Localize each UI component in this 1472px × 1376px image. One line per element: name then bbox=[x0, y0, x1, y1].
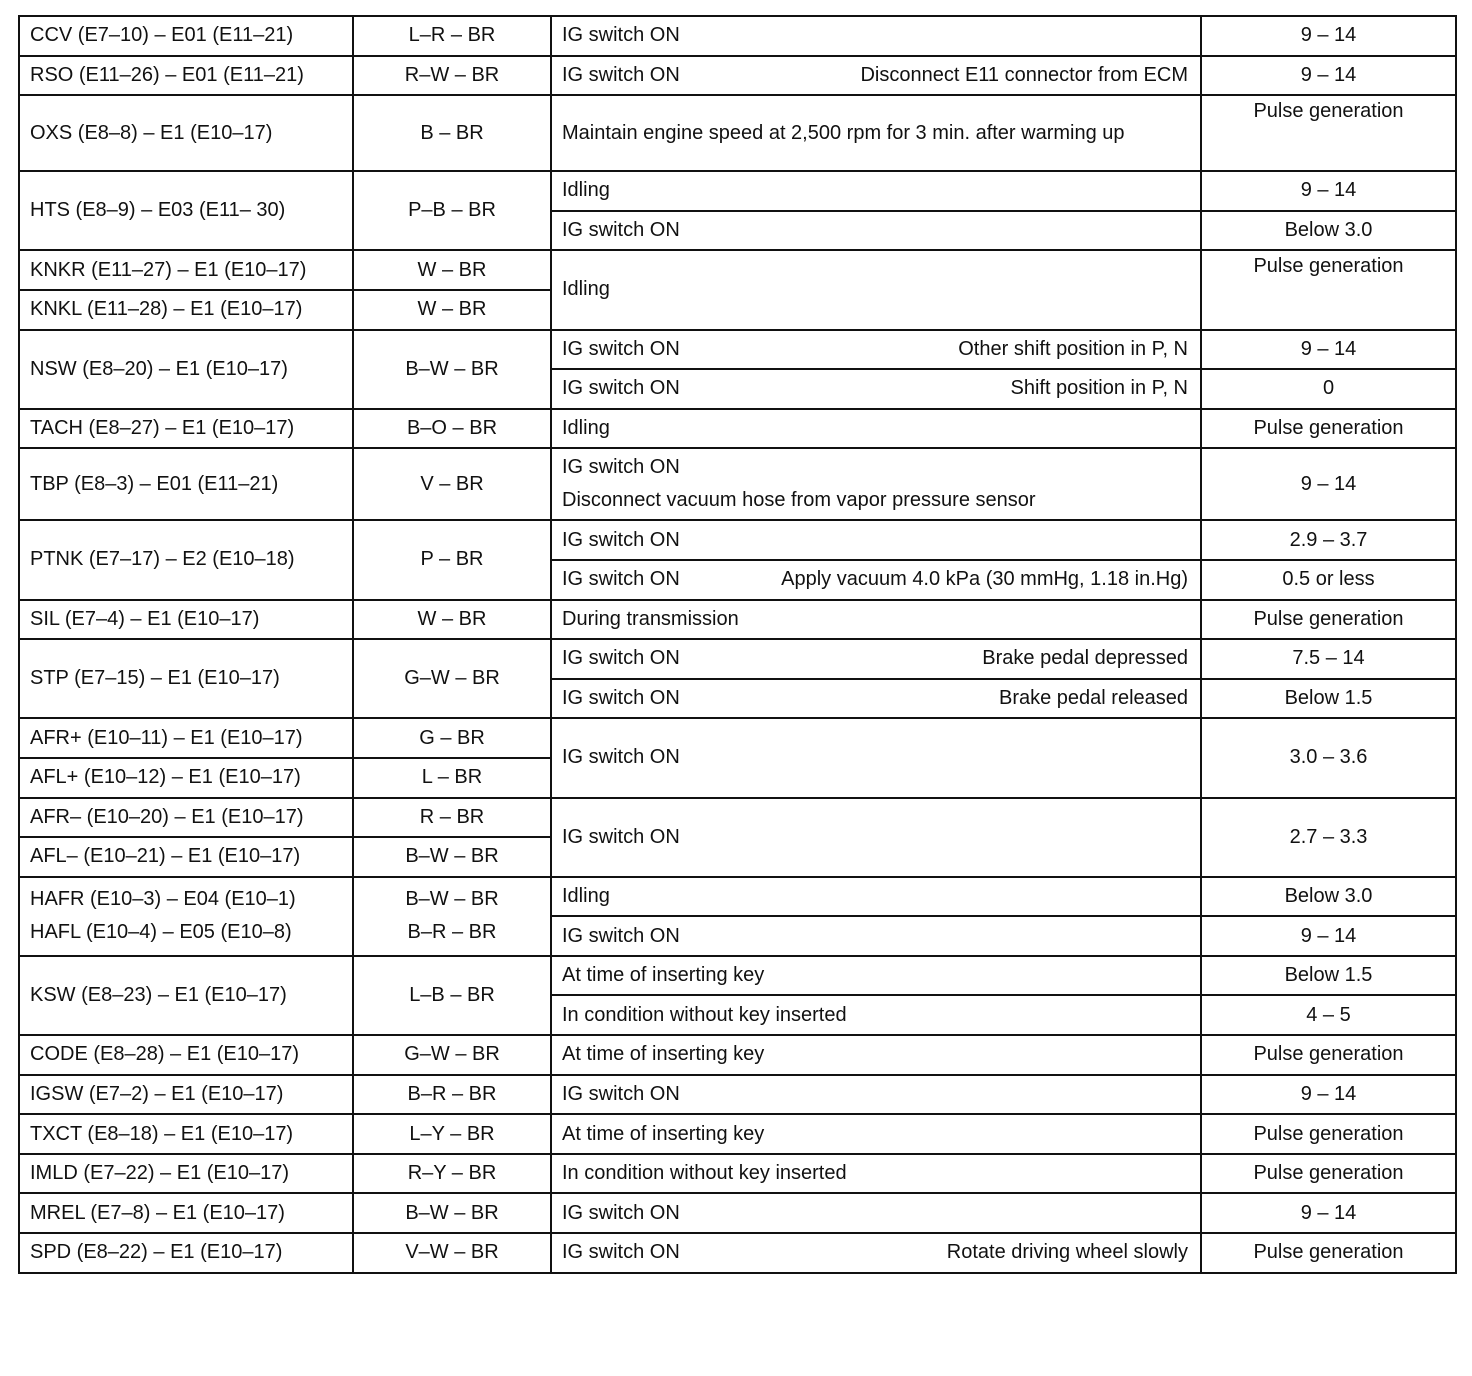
wiring-color-cell: L–Y – BR bbox=[353, 1114, 551, 1154]
condition-cell bbox=[551, 639, 1201, 679]
terminal-cell: OXS (E8–8) – E1 (E10–17) bbox=[19, 95, 353, 171]
table-row bbox=[19, 95, 1456, 171]
table-row bbox=[19, 409, 1456, 449]
table-row bbox=[19, 16, 1456, 56]
wiring-color-cell: L–R – BR bbox=[353, 16, 551, 56]
table-row bbox=[19, 1193, 1456, 1233]
terminal-cell: MREL (E7–8) – E1 (E10–17) bbox=[19, 1193, 353, 1233]
terminal-cell: SIL (E7–4) – E1 (E10–17) bbox=[19, 600, 353, 640]
condition-text-line2: Disconnect vacuum hose from vapor pressure sensor bbox=[562, 489, 1036, 512]
wiring-line1: B–W – BR bbox=[405, 888, 499, 911]
condition-note: Brake pedal released bbox=[998, 687, 1188, 710]
wiring-color-cell: W – BR bbox=[353, 290, 551, 330]
table-row bbox=[19, 171, 1456, 211]
condition-text: IG switch ON bbox=[562, 1241, 680, 1264]
terminal-cell: HTS (E8–9) – E03 (E11– 30) bbox=[19, 171, 353, 250]
condition-note: Rotate driving wheel slowly bbox=[946, 1241, 1188, 1264]
table-row bbox=[19, 956, 1456, 996]
terminal-cell: AFR+ (E10–11) – E1 (E10–17) bbox=[19, 718, 353, 758]
condition-cell: IG switch ON bbox=[551, 1075, 1201, 1115]
wiring-color-cell: G–W – BR bbox=[353, 1035, 551, 1075]
terminal-cell: STP (E7–15) – E1 (E10–17) bbox=[19, 639, 353, 718]
table-row bbox=[19, 600, 1456, 640]
wiring-color-cell: B–O – BR bbox=[353, 409, 551, 449]
spec-cell: 9 – 14 bbox=[1201, 1075, 1456, 1115]
terminal-cell: AFL+ (E10–12) – E1 (E10–17) bbox=[19, 758, 353, 798]
spec-cell: 9 – 14 bbox=[1201, 1193, 1456, 1233]
wiring-color-cell bbox=[353, 877, 551, 956]
spec-cell: Pulse generation bbox=[1201, 95, 1456, 171]
condition-cell bbox=[551, 560, 1201, 600]
spec-cell: Pulse generation bbox=[1201, 1154, 1456, 1194]
condition-cell bbox=[551, 330, 1201, 370]
spec-cell: Pulse generation bbox=[1201, 1233, 1456, 1273]
condition-cell bbox=[551, 56, 1201, 96]
wiring-color-cell: W – BR bbox=[353, 250, 551, 290]
spec-cell: 2.9 – 3.7 bbox=[1201, 520, 1456, 560]
table-row bbox=[19, 250, 1456, 290]
condition-text: IG switch ON bbox=[562, 377, 680, 400]
terminal-cell: TACH (E8–27) – E1 (E10–17) bbox=[19, 409, 353, 449]
terminal-cell: TXCT (E8–18) – E1 (E10–17) bbox=[19, 1114, 353, 1154]
wiring-color-cell: L – BR bbox=[353, 758, 551, 798]
spec-cell: Below 3.0 bbox=[1201, 877, 1456, 917]
condition-cell bbox=[551, 1233, 1201, 1273]
table-row bbox=[19, 1035, 1456, 1075]
condition-cell bbox=[551, 679, 1201, 719]
condition-cell bbox=[551, 369, 1201, 409]
table-row bbox=[19, 877, 1456, 917]
condition-cell: At time of inserting key bbox=[551, 956, 1201, 996]
condition-note: Shift position in P, N bbox=[1010, 377, 1188, 400]
wiring-color-cell: R–Y – BR bbox=[353, 1154, 551, 1194]
wiring-color-cell: B–W – BR bbox=[353, 330, 551, 409]
terminal-line1: HAFR (E10–3) – E04 (E10–1) bbox=[30, 888, 296, 911]
table-row bbox=[19, 1233, 1456, 1273]
terminal-cell: KNKL (E11–28) – E1 (E10–17) bbox=[19, 290, 353, 330]
spec-cell: Pulse generation bbox=[1201, 600, 1456, 640]
spec-cell: 9 – 14 bbox=[1201, 916, 1456, 956]
condition-text: IG switch ON bbox=[562, 687, 680, 710]
terminal-cell: AFL– (E10–21) – E1 (E10–17) bbox=[19, 837, 353, 877]
terminal-cell: NSW (E8–20) – E1 (E10–17) bbox=[19, 330, 353, 409]
wiring-color-cell: G – BR bbox=[353, 718, 551, 758]
condition-cell: Maintain engine speed at 2,500 rpm for 3 min. after warming up bbox=[551, 95, 1201, 171]
spec-cell: Pulse generation bbox=[1201, 409, 1456, 449]
terminal-line2: HAFL (E10–4) – E05 (E10–8) bbox=[30, 921, 292, 944]
spec-cell: 0.5 or less bbox=[1201, 560, 1456, 600]
wiring-color-cell: R – BR bbox=[353, 798, 551, 838]
wiring-line2: B–R – BR bbox=[407, 921, 497, 944]
wiring-color-cell: V–W – BR bbox=[353, 1233, 551, 1273]
condition-note: Brake pedal depressed bbox=[982, 647, 1188, 670]
terminal-cell: RSO (E11–26) – E01 (E11–21) bbox=[19, 56, 353, 96]
table-row bbox=[19, 798, 1456, 838]
spec-cell: 3.0 – 3.6 bbox=[1201, 718, 1456, 797]
condition-cell bbox=[551, 448, 1201, 520]
spec-cell: 9 – 14 bbox=[1201, 330, 1456, 370]
wiring-color-cell: G–W – BR bbox=[353, 639, 551, 718]
condition-cell: At time of inserting key bbox=[551, 1114, 1201, 1154]
table-row bbox=[19, 718, 1456, 758]
condition-text: IG switch ON bbox=[562, 337, 680, 360]
condition-cell: IG switch ON bbox=[551, 798, 1201, 877]
spec-cell: Pulse generation bbox=[1201, 250, 1456, 329]
table-row bbox=[19, 330, 1456, 370]
spec-cell: 9 – 14 bbox=[1201, 56, 1456, 96]
spec-cell: 9 – 14 bbox=[1201, 448, 1456, 520]
table-row bbox=[19, 1114, 1456, 1154]
condition-cell: IG switch ON bbox=[551, 520, 1201, 560]
terminal-cell: KSW (E8–23) – E1 (E10–17) bbox=[19, 956, 353, 1035]
condition-cell: IG switch ON bbox=[551, 211, 1201, 251]
condition-cell: IG switch ON bbox=[551, 1193, 1201, 1233]
condition-cell: Idling bbox=[551, 877, 1201, 917]
wiring-color-cell: R–W – BR bbox=[353, 56, 551, 96]
table-row bbox=[19, 639, 1456, 679]
terminal-cell: CODE (E8–28) – E1 (E10–17) bbox=[19, 1035, 353, 1075]
wiring-color-cell: B – BR bbox=[353, 95, 551, 171]
wiring-color-cell: L–B – BR bbox=[353, 956, 551, 1035]
condition-cell: IG switch ON bbox=[551, 718, 1201, 797]
terminal-cell: KNKR (E11–27) – E1 (E10–17) bbox=[19, 250, 353, 290]
condition-cell: IG switch ON bbox=[551, 916, 1201, 956]
spec-cell: Below 1.5 bbox=[1201, 679, 1456, 719]
condition-cell: At time of inserting key bbox=[551, 1035, 1201, 1075]
terminal-cell: CCV (E7–10) – E01 (E11–21) bbox=[19, 16, 353, 56]
spec-cell: Pulse generation bbox=[1201, 1035, 1456, 1075]
table-row bbox=[19, 56, 1456, 96]
spec-cell: 7.5 – 14 bbox=[1201, 639, 1456, 679]
spec-cell: 2.7 – 3.3 bbox=[1201, 798, 1456, 877]
condition-note: Other shift position in P, N bbox=[958, 337, 1188, 360]
condition-text: IG switch ON bbox=[562, 63, 680, 86]
wiring-color-cell: P–B – BR bbox=[353, 171, 551, 250]
spec-cell: 4 – 5 bbox=[1201, 995, 1456, 1035]
condition-cell: Idling bbox=[551, 409, 1201, 449]
terminal-cell: PTNK (E7–17) – E2 (E10–18) bbox=[19, 520, 353, 599]
ecm-terminal-table bbox=[18, 15, 1457, 1274]
terminal-cell: AFR– (E10–20) – E1 (E10–17) bbox=[19, 798, 353, 838]
wiring-color-cell: B–R – BR bbox=[353, 1075, 551, 1115]
table-row bbox=[19, 448, 1456, 520]
wiring-color-cell: B–W – BR bbox=[353, 1193, 551, 1233]
spec-cell: 9 – 14 bbox=[1201, 16, 1456, 56]
condition-text: IG switch ON bbox=[562, 456, 680, 479]
condition-text: IG switch ON bbox=[562, 647, 680, 670]
table-row bbox=[19, 520, 1456, 560]
terminal-cell: SPD (E8–22) – E1 (E10–17) bbox=[19, 1233, 353, 1273]
terminal-cell: IMLD (E7–22) – E1 (E10–17) bbox=[19, 1154, 353, 1194]
terminal-cell bbox=[19, 877, 353, 956]
wiring-color-cell: V – BR bbox=[353, 448, 551, 520]
spec-cell: 0 bbox=[1201, 369, 1456, 409]
terminal-cell: IGSW (E7–2) – E1 (E10–17) bbox=[19, 1075, 353, 1115]
condition-note: Disconnect E11 connector from ECM bbox=[860, 63, 1188, 86]
wiring-color-cell: W – BR bbox=[353, 600, 551, 640]
table-row bbox=[19, 1154, 1456, 1194]
condition-cell: IG switch ON bbox=[551, 16, 1201, 56]
condition-cell: In condition without key inserted bbox=[551, 1154, 1201, 1194]
condition-cell: Idling bbox=[551, 250, 1201, 329]
terminal-cell: TBP (E8–3) – E01 (E11–21) bbox=[19, 448, 353, 520]
wiring-color-cell: P – BR bbox=[353, 520, 551, 599]
table-row bbox=[19, 1075, 1456, 1115]
condition-cell: Idling bbox=[551, 171, 1201, 211]
condition-text: IG switch ON bbox=[562, 568, 680, 591]
wiring-color-cell: B–W – BR bbox=[353, 837, 551, 877]
spec-cell: Below 3.0 bbox=[1201, 211, 1456, 251]
spec-cell: Below 1.5 bbox=[1201, 956, 1456, 996]
condition-cell: During transmission bbox=[551, 600, 1201, 640]
condition-note: Apply vacuum 4.0 kPa (30 mmHg, 1.18 in.Hg) bbox=[781, 568, 1188, 591]
spec-cell: Pulse generation bbox=[1201, 1114, 1456, 1154]
condition-cell: In condition without key inserted bbox=[551, 995, 1201, 1035]
spec-cell: 9 – 14 bbox=[1201, 171, 1456, 211]
